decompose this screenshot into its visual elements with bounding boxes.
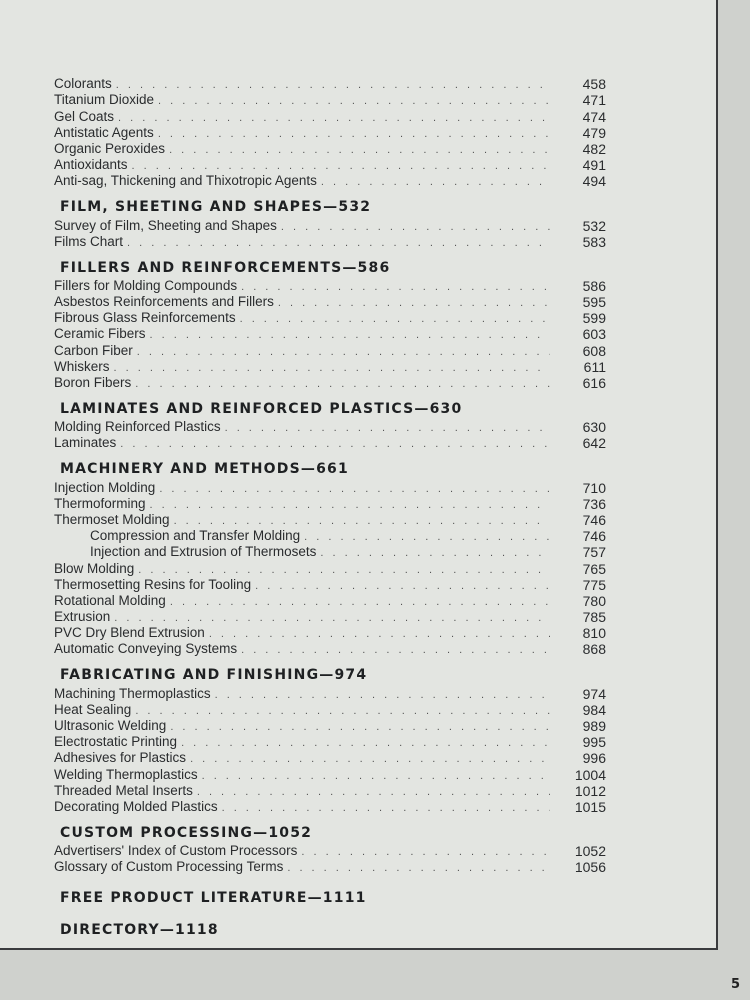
toc-entry-label: Molding Reinforced Plastics bbox=[54, 419, 221, 435]
toc-entry bbox=[54, 217, 606, 233]
toc-entry bbox=[54, 512, 606, 528]
dot-leader bbox=[116, 78, 550, 92]
section-heading: FABRICATING AND FINISHING—974 bbox=[60, 667, 368, 684]
toc-entry-label: Decorating Molded Plastics bbox=[54, 798, 218, 814]
dot-leader bbox=[287, 861, 550, 875]
dot-leader bbox=[118, 111, 550, 125]
toc-entry bbox=[54, 278, 606, 294]
toc-entry bbox=[54, 92, 606, 108]
dot-leader bbox=[169, 143, 550, 157]
dot-leader bbox=[281, 220, 550, 234]
toc-entry bbox=[54, 108, 606, 124]
dot-leader bbox=[158, 127, 550, 141]
toc-entry-page: 583 bbox=[582, 233, 606, 250]
dot-leader bbox=[320, 546, 550, 560]
toc-entry-label: Thermoset Molding bbox=[54, 511, 170, 527]
dot-leader bbox=[197, 785, 550, 799]
toc-entry bbox=[54, 625, 606, 641]
toc-entry-label: Antistatic Agents bbox=[54, 124, 154, 140]
toc-entry-page: 996 bbox=[582, 750, 606, 767]
toc-entry bbox=[54, 310, 606, 326]
toc-entry-label: Heat Sealing bbox=[54, 701, 132, 717]
toc-entry-page: 757 bbox=[582, 544, 606, 561]
toc-entry-page: 532 bbox=[582, 217, 606, 234]
dot-leader bbox=[127, 236, 550, 250]
dot-leader bbox=[138, 563, 550, 577]
toc-entry-label: Automatic Conveying Systems bbox=[54, 641, 238, 657]
dot-leader bbox=[135, 377, 550, 391]
toc-entry-label: Welding Thermoplastics bbox=[54, 766, 198, 782]
section-heading: DIRECTORY—1118 bbox=[60, 922, 219, 939]
toc-entry bbox=[54, 783, 606, 799]
corner-page-number: 5 bbox=[730, 977, 740, 992]
toc-entry-page: 603 bbox=[582, 326, 606, 343]
dot-leader bbox=[321, 175, 550, 189]
toc-entry-page: 710 bbox=[582, 479, 606, 496]
section-heading: FREE PRODUCT LITERATURE—1111 bbox=[60, 890, 367, 907]
toc-entry-page: 989 bbox=[582, 718, 606, 734]
toc-entry-page: 458 bbox=[582, 76, 606, 93]
toc-entry-label: Boron Fibers bbox=[54, 375, 132, 390]
toc-entry bbox=[54, 496, 606, 512]
toc-entry-label: Films Chart bbox=[54, 233, 124, 249]
dot-leader bbox=[159, 482, 550, 496]
toc-entry-page: 599 bbox=[582, 310, 606, 327]
dot-leader bbox=[190, 752, 550, 766]
toc-entry-label: Rotational Molding bbox=[54, 592, 166, 608]
toc-entry-label: Whiskers bbox=[54, 358, 110, 374]
toc-entry-label: Injection and Extrusion of Thermosets bbox=[90, 544, 317, 560]
toc-entry-page: 586 bbox=[582, 277, 606, 294]
toc-entry bbox=[54, 326, 606, 342]
toc-entry-page: 491 bbox=[582, 157, 606, 174]
toc-entry bbox=[54, 593, 606, 609]
dot-leader bbox=[114, 361, 550, 375]
toc-entry-page: 616 bbox=[582, 375, 606, 391]
toc-entry bbox=[54, 76, 606, 92]
dot-leader bbox=[241, 643, 550, 657]
dot-leader bbox=[174, 514, 550, 528]
toc-entry-label: Colorants bbox=[54, 76, 112, 92]
toc-entry bbox=[54, 560, 606, 576]
toc-entry bbox=[54, 157, 606, 173]
dot-leader bbox=[150, 498, 550, 512]
toc-entry-label: Glossary of Custom Processing Terms bbox=[54, 859, 284, 875]
dot-leader bbox=[150, 328, 550, 342]
toc-entry-label: Blow Molding bbox=[54, 560, 135, 576]
toc-entry bbox=[54, 766, 606, 782]
toc-entry-page: 780 bbox=[582, 592, 606, 609]
toc-entry-label: Fibrous Glass Reinforcements bbox=[54, 310, 236, 326]
toc-entry bbox=[54, 125, 606, 141]
toc-entry-page: 474 bbox=[582, 108, 606, 125]
toc-entry bbox=[54, 750, 606, 766]
toc-entry-label: PVC Dry Blend Extrusion bbox=[54, 625, 205, 641]
toc-entry bbox=[54, 641, 606, 657]
toc-entry-page: 746 bbox=[582, 511, 606, 528]
dot-leader bbox=[301, 845, 550, 859]
toc-entry-label: Carbon Fiber bbox=[54, 342, 133, 358]
dot-leader bbox=[209, 627, 550, 641]
toc-entry bbox=[54, 609, 606, 625]
toc-entry-page: 471 bbox=[582, 92, 606, 109]
toc-entry-page: 765 bbox=[582, 560, 606, 577]
dot-leader bbox=[170, 595, 550, 609]
toc-entry-label: Compression and Transfer Molding bbox=[90, 528, 301, 544]
section-heading: CUSTOM PROCESSING—1052 bbox=[60, 824, 313, 841]
toc-entry-label: Antioxidants bbox=[54, 157, 128, 173]
toc-entry-label: Laminates bbox=[54, 435, 117, 451]
dot-leader bbox=[222, 801, 550, 815]
toc-entry bbox=[54, 799, 606, 815]
toc-entry-page: 1052 bbox=[574, 843, 606, 860]
dot-leader bbox=[132, 159, 550, 173]
toc-entry-page: 1004 bbox=[574, 766, 606, 783]
dot-leader bbox=[304, 530, 550, 544]
toc-entry-label: Thermosetting Resins for Tooling bbox=[54, 576, 252, 592]
toc-entry-page: 736 bbox=[582, 495, 606, 512]
toc-entry-page: 630 bbox=[582, 419, 606, 436]
toc-entry-label: Survey of Film, Sheeting and Shapes bbox=[54, 217, 277, 233]
toc-entry-page: 868 bbox=[582, 641, 606, 658]
dot-leader bbox=[202, 769, 550, 783]
dot-leader bbox=[241, 280, 550, 294]
toc-entry-label: Adhesives for Plastics bbox=[54, 750, 187, 766]
toc-entry-page: 810 bbox=[582, 625, 606, 642]
toc-entry bbox=[54, 375, 606, 391]
section-heading: MACHINERY AND METHODS—661 bbox=[60, 461, 349, 478]
toc-entry-label: Ultrasonic Welding bbox=[54, 718, 167, 733]
toc-entry-label: Ceramic Fibers bbox=[54, 326, 146, 342]
toc-entry bbox=[54, 173, 606, 189]
toc-entry-label: Gel Coats bbox=[54, 108, 115, 124]
dot-leader bbox=[158, 94, 550, 108]
dot-leader bbox=[120, 437, 550, 451]
toc-entry bbox=[54, 342, 606, 358]
toc-entry-label: Titanium Dioxide bbox=[54, 92, 155, 108]
toc-entry-page: 1012 bbox=[574, 782, 606, 799]
toc-entry bbox=[54, 435, 606, 451]
toc-entry bbox=[54, 528, 606, 544]
toc-entry-label: Organic Peroxides bbox=[54, 140, 166, 156]
toc-entry-page: 995 bbox=[582, 734, 606, 751]
toc-entry-page: 479 bbox=[582, 124, 606, 141]
toc-entry-page: 642 bbox=[582, 435, 606, 452]
toc-entry-page: 785 bbox=[582, 609, 606, 626]
toc-entry-page: 974 bbox=[582, 685, 606, 702]
toc-entry-label: Threaded Metal Inserts bbox=[54, 782, 193, 798]
dot-leader bbox=[170, 720, 550, 734]
toc-entry bbox=[54, 141, 606, 157]
toc-entry bbox=[54, 702, 606, 718]
toc-entry-page: 1056 bbox=[574, 859, 606, 876]
toc-entry bbox=[54, 718, 606, 734]
toc-entry-page: 1015 bbox=[574, 798, 606, 815]
dot-leader bbox=[215, 688, 550, 702]
table-of-contents bbox=[54, 76, 606, 940]
toc-entry bbox=[54, 577, 606, 593]
toc-entry-page: 482 bbox=[582, 140, 606, 157]
toc-entry bbox=[54, 419, 606, 435]
toc-entry-label: Extrusion bbox=[54, 609, 111, 625]
dot-leader bbox=[225, 421, 550, 435]
toc-entry-page: 494 bbox=[582, 173, 606, 190]
dot-leader bbox=[278, 296, 550, 310]
dot-leader bbox=[240, 312, 550, 326]
toc-entry-page: 608 bbox=[582, 342, 606, 359]
dot-leader bbox=[137, 345, 550, 359]
toc-entry bbox=[54, 859, 606, 875]
section-heading: FILM, SHEETING AND SHAPES—532 bbox=[60, 199, 372, 216]
toc-entry-page: 775 bbox=[582, 576, 606, 593]
toc-entry-label: Advertisers' Index of Custom Processors bbox=[54, 843, 298, 859]
toc-entry-page: 984 bbox=[582, 701, 606, 718]
section-heading: LAMINATES AND REINFORCED PLASTICS—630 bbox=[60, 401, 463, 417]
toc-entry-page: 746 bbox=[582, 528, 606, 545]
toc-entry-page: 611 bbox=[583, 358, 606, 375]
toc-entry bbox=[54, 359, 606, 375]
toc-entry bbox=[54, 479, 606, 495]
section-heading: FILLERS AND REINFORCEMENTS—586 bbox=[60, 259, 391, 276]
toc-entry-label: Fillers for Molding Compounds bbox=[54, 277, 238, 293]
toc-entry bbox=[54, 544, 606, 560]
toc-entry-label: Asbestos Reinforcements and Fillers bbox=[54, 294, 274, 310]
toc-entry-label: Electrostatic Printing bbox=[54, 734, 178, 750]
toc-entry bbox=[54, 685, 606, 701]
toc-entry-label: Thermoforming bbox=[54, 495, 146, 511]
toc-entry bbox=[54, 734, 606, 750]
toc-entry-page: 595 bbox=[582, 294, 606, 311]
toc-entry bbox=[54, 294, 606, 310]
toc-entry bbox=[54, 234, 606, 250]
dot-leader bbox=[181, 736, 550, 750]
dot-leader bbox=[114, 611, 550, 625]
toc-entry-label: Anti-sag, Thickening and Thixotropic Agents bbox=[54, 173, 317, 189]
toc-entry-label: Machining Thermoplastics bbox=[54, 685, 211, 701]
dot-leader bbox=[255, 579, 550, 593]
toc-entry-label: Injection Molding bbox=[54, 479, 156, 495]
dot-leader bbox=[135, 704, 550, 718]
toc-entry bbox=[54, 843, 606, 859]
